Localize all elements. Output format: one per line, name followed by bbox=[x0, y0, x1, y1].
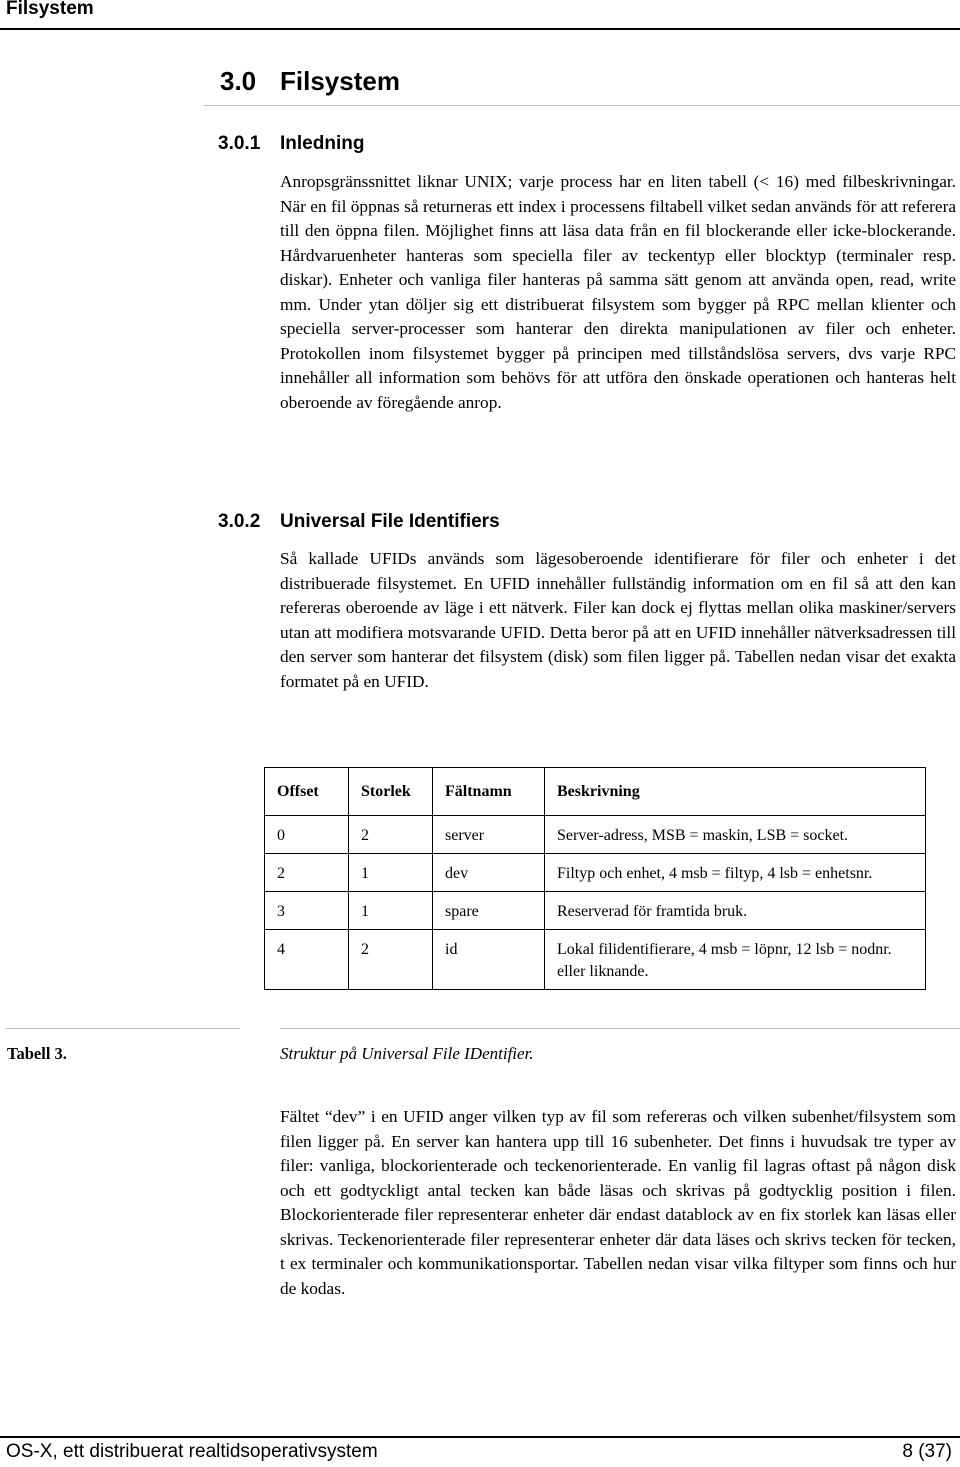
footer-page-number: 8 (37) bbox=[902, 1441, 952, 1462]
column-header-faltnamn: Fältnamn bbox=[433, 768, 545, 816]
cell-beskrivning: Reserverad för framtida bruk. bbox=[545, 892, 926, 930]
table-caption-label: Tabell 3. bbox=[7, 1044, 67, 1063]
table-row bbox=[265, 854, 926, 892]
cell-beskrivning: Server-adress, MSB = maskin, LSB = socket. bbox=[545, 816, 926, 854]
section-heading-ufid bbox=[218, 511, 500, 533]
cell-offset: 4 bbox=[265, 930, 349, 990]
section-title: Inledning bbox=[280, 133, 365, 154]
column-header-offset: Offset bbox=[265, 768, 349, 816]
cell-faltnamn: spare bbox=[433, 892, 545, 930]
paragraph-inledning: Anropsgränssnittet liknar UNIX; varje process har en liten tabell (< 16) med filbeskrivningar. När en fil öppnas så returneras ett index i processens filtabell vilket sedan används för att referera till den öppna filen. Möjlighet finns att läsa data från en fil blockerande eller icke-blockerande. Hårdvaruenheter hanteras som speciella filer av teckentyp eller blocktyp (terminaler resp. diskar). Enheter och vanliga filer hanteras på samma sätt genom att använda open, read, write mm. Under ytan döljer sig ett distribuerat filsystem som bygger på RPC mellan klienter och speciella server-processer som hanterar den direkta manipulationen av filer och enheter. Protokollen inom filsystemet bygger på principen med tillståndslösa servers, dvs varje RPC innehåller all information som behövs för att utföra den önskade operationen och hanteras helt oberoende av föregående anrop. bbox=[280, 172, 956, 412]
section-number: 3.0.1 bbox=[218, 133, 261, 154]
column-header-beskrivning: Beskrivning bbox=[545, 768, 926, 816]
table-header-row bbox=[265, 768, 926, 816]
cell-offset: 2 bbox=[265, 854, 349, 892]
cell-offset: 0 bbox=[265, 816, 349, 854]
section-heading-inledning bbox=[218, 133, 364, 155]
chapter-number: 3.0 bbox=[220, 66, 257, 96]
footer-rule bbox=[0, 1436, 960, 1438]
cell-faltnamn: dev bbox=[433, 854, 545, 892]
cell-storlek: 2 bbox=[349, 816, 433, 854]
paragraph-filtyper: Fältet “dev” i en UFID anger vilken typ av fil som refereras och vilken subenhet/filsystem som filen ligger på. En server kan hantera upp till 16 subenheter. Det finns i huvudsak tre typer av filer: vanliga, blockorienterade och teckenorienterade. En vanlig fil lagras oftast på någon disk och ett godtyckligt antal tecken kan både läsas och skrivas på godtycklig position i filen. Blockorienterade filer representerar enheter där endast datablock av en fix storlek kan läsas eller skrivas. Teckenorienterade filer representerar enheter där data läses och skrivs tecken för tecken, t ex terminaler och kommunikationsportar. Tabellen nedan visar vilka filtyper som finns och hur de kodas. bbox=[280, 1107, 956, 1298]
table-row bbox=[265, 930, 926, 990]
cell-beskrivning: Filtyp och enhet, 4 msb = filtyp, 4 lsb = enhetsnr. bbox=[545, 854, 926, 892]
section-title: Universal File Identifiers bbox=[280, 511, 500, 532]
column-header-storlek: Storlek bbox=[349, 768, 433, 816]
ufid-format-table bbox=[264, 767, 926, 990]
chapter-rule bbox=[204, 105, 960, 106]
chapter-heading bbox=[220, 66, 400, 97]
cell-storlek: 1 bbox=[349, 854, 433, 892]
table-row bbox=[265, 892, 926, 930]
cell-faltnamn: server bbox=[433, 816, 545, 854]
header-rule bbox=[0, 28, 960, 30]
chapter-title: Filsystem bbox=[280, 66, 400, 96]
cell-storlek: 2 bbox=[349, 930, 433, 990]
cell-storlek: 1 bbox=[349, 892, 433, 930]
running-header-title: Filsystem bbox=[6, 0, 94, 19]
caption-rule-right bbox=[280, 1028, 960, 1029]
paragraph-ufid: Så kallade UFIDs används som lägesoberoende identifierare för filer och enheter i det distribuerade filsystemet. En UFID innehåller fullständig information om en fil så att den kan refereras oberoende av läge i ett nätverk. Filer kan dock ej flyttas mellan olika maskiner/servers utan att modifiera motsvarande UFID. Detta beror på att en UFID innehåller nätverksadressen till den server som hanterar det filsystem (disk) som filen ligger på. Tabellen nedan visar det exakta formatet på en UFID. bbox=[280, 549, 956, 691]
footer-document-title: OS-X, ett distribuerat realtidsoperativsystem bbox=[6, 1441, 378, 1462]
cell-faltnamn: id bbox=[433, 930, 545, 990]
table-row bbox=[265, 816, 926, 854]
caption-rule-left bbox=[6, 1028, 240, 1029]
section-number: 3.0.2 bbox=[218, 511, 261, 532]
cell-offset: 3 bbox=[265, 892, 349, 930]
cell-beskrivning: Lokal filidentifierare, 4 msb = löpnr, 12 lsb = nodnr. eller liknande. bbox=[545, 930, 926, 990]
table-caption-text: Struktur på Universal File IDentifier. bbox=[280, 1044, 534, 1063]
